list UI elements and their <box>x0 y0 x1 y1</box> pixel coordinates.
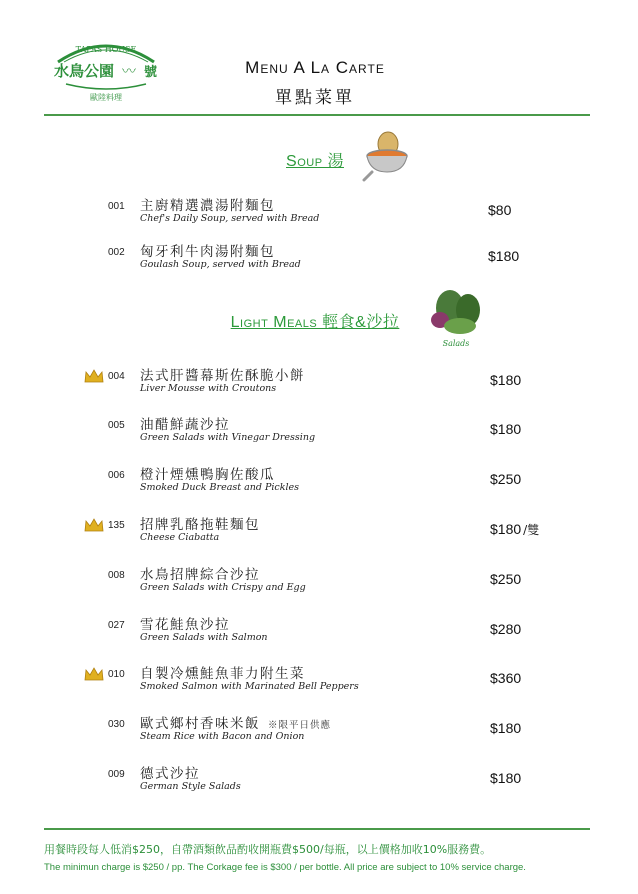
item-name-zh: 油醋鮮蔬沙拉 <box>140 417 230 433</box>
menu-item <box>0 762 638 802</box>
item-price: $180 <box>488 248 520 264</box>
item-name-en: Smoked Duck Breast and Pickles <box>140 482 299 493</box>
item-name-en: Green Salads with Crispy and Egg <box>140 582 306 593</box>
item-name-en: Liver Mousse with Croutons <box>140 383 277 394</box>
item-name-zh <box>140 712 331 732</box>
logo-top-text: TAPAS HOUSE <box>75 45 137 54</box>
item-code: 006 <box>108 470 125 481</box>
item-code: 002 <box>108 247 125 258</box>
item-name-zh: 法式肝醬幕斯佐酥脆小餅 <box>140 368 305 384</box>
soup-bowl-icon <box>362 124 412 184</box>
crown-icon <box>84 666 104 682</box>
item-code: 010 <box>108 669 125 680</box>
item-name-en: Green Salads with Salmon <box>140 632 268 643</box>
item-price: $280 <box>490 621 522 637</box>
item-name-en: Smoked Salmon with Marinated Bell Peppers <box>140 681 359 692</box>
menu-item <box>0 712 638 752</box>
item-name-en: Chef's Daily Soup, served with Bread <box>140 213 320 224</box>
crown-icon <box>84 368 104 384</box>
item-price: $360 <box>490 670 522 686</box>
svg-text:〰: 〰 <box>122 64 136 80</box>
menu-item <box>0 563 638 603</box>
item-name-zh: 橙汁煙燻鴨胸佐酸瓜 <box>140 467 275 483</box>
item-code: 008 <box>108 570 125 581</box>
item-note: ※限平日供應 <box>268 720 332 731</box>
footer-note-en: The minimun charge is $250 / pp. The Corkage fee is $300 / per bottle. All price are subject to 10% service charge. <box>44 862 526 873</box>
item-name-zh: 匈牙利牛肉湯附麵包 <box>140 244 275 260</box>
menu-item <box>0 463 638 503</box>
item-price <box>490 521 539 538</box>
item-price: $250 <box>490 571 522 587</box>
salad-icon-label: Salads <box>442 339 470 348</box>
item-name-zh: 雪花鮭魚沙拉 <box>140 617 230 633</box>
svg-text:號: 號 <box>144 65 158 80</box>
item-code: 001 <box>108 201 125 212</box>
item-name-en: Goulash Soup, served with Bread <box>140 259 301 270</box>
footer-divider <box>44 828 590 830</box>
header-divider <box>44 114 590 116</box>
salad-icon <box>426 286 484 350</box>
item-price: $180 <box>490 372 522 388</box>
menu-item <box>0 513 638 553</box>
item-name-en: Cheese Ciabatta <box>140 532 220 543</box>
item-name-zh: 水鳥招牌綜合沙拉 <box>140 567 260 583</box>
item-code: 004 <box>108 371 125 382</box>
menu-item <box>0 613 638 653</box>
logo-sub-text: 歐陸料理 <box>90 93 122 102</box>
item-price-value: $180 <box>490 521 522 537</box>
item-code: 005 <box>108 420 125 431</box>
menu-title-zh: 單點菜單 <box>275 88 355 108</box>
item-code: 009 <box>108 769 125 780</box>
item-price: $80 <box>488 202 512 218</box>
item-name-en: Steam Rice with Bacon and Onion <box>140 731 305 742</box>
section-title-soup: Soup 湯 <box>286 153 344 170</box>
item-name-en: Green Salads with Vinegar Dressing <box>140 432 316 443</box>
item-name-en: German Style Salads <box>140 781 241 792</box>
item-price: $180 <box>490 720 522 736</box>
menu-title-en: Menu A La Carte <box>245 58 385 77</box>
item-price-suffix: /雙 <box>523 523 540 537</box>
menu-item <box>0 662 638 702</box>
menu-item <box>0 364 638 404</box>
item-name-zh: 招牌乳酪拖鞋麵包 <box>140 517 260 533</box>
item-name-zh: 主廚精選濃湯附麵包 <box>140 198 275 214</box>
item-price: $180 <box>490 421 522 437</box>
logo-name-text: 水鳥公園 <box>54 62 115 80</box>
menu-item <box>0 413 638 453</box>
item-code: 027 <box>108 620 125 631</box>
item-code: 135 <box>108 520 125 531</box>
item-name-zh: 自製冷燻鮭魚菲力附生菜 <box>140 666 305 682</box>
footer-note-zh: 用餐時段每人低消$250，自帶酒類飲品酌收開瓶費$500/每瓶，以上價格加收10%服務費。 <box>44 843 492 856</box>
menu-item <box>0 240 638 280</box>
item-code: 030 <box>108 719 125 730</box>
item-price: $180 <box>490 770 522 786</box>
item-price: $250 <box>490 471 522 487</box>
section-title-light-meals: Light Meals 輕食&沙拉 <box>230 314 400 331</box>
crown-icon <box>84 517 104 533</box>
menu-item <box>0 194 638 234</box>
item-name-zh: 德式沙拉 <box>140 766 200 782</box>
item-name-zh-text: 歐式鄉村香味米飯 <box>140 716 260 732</box>
